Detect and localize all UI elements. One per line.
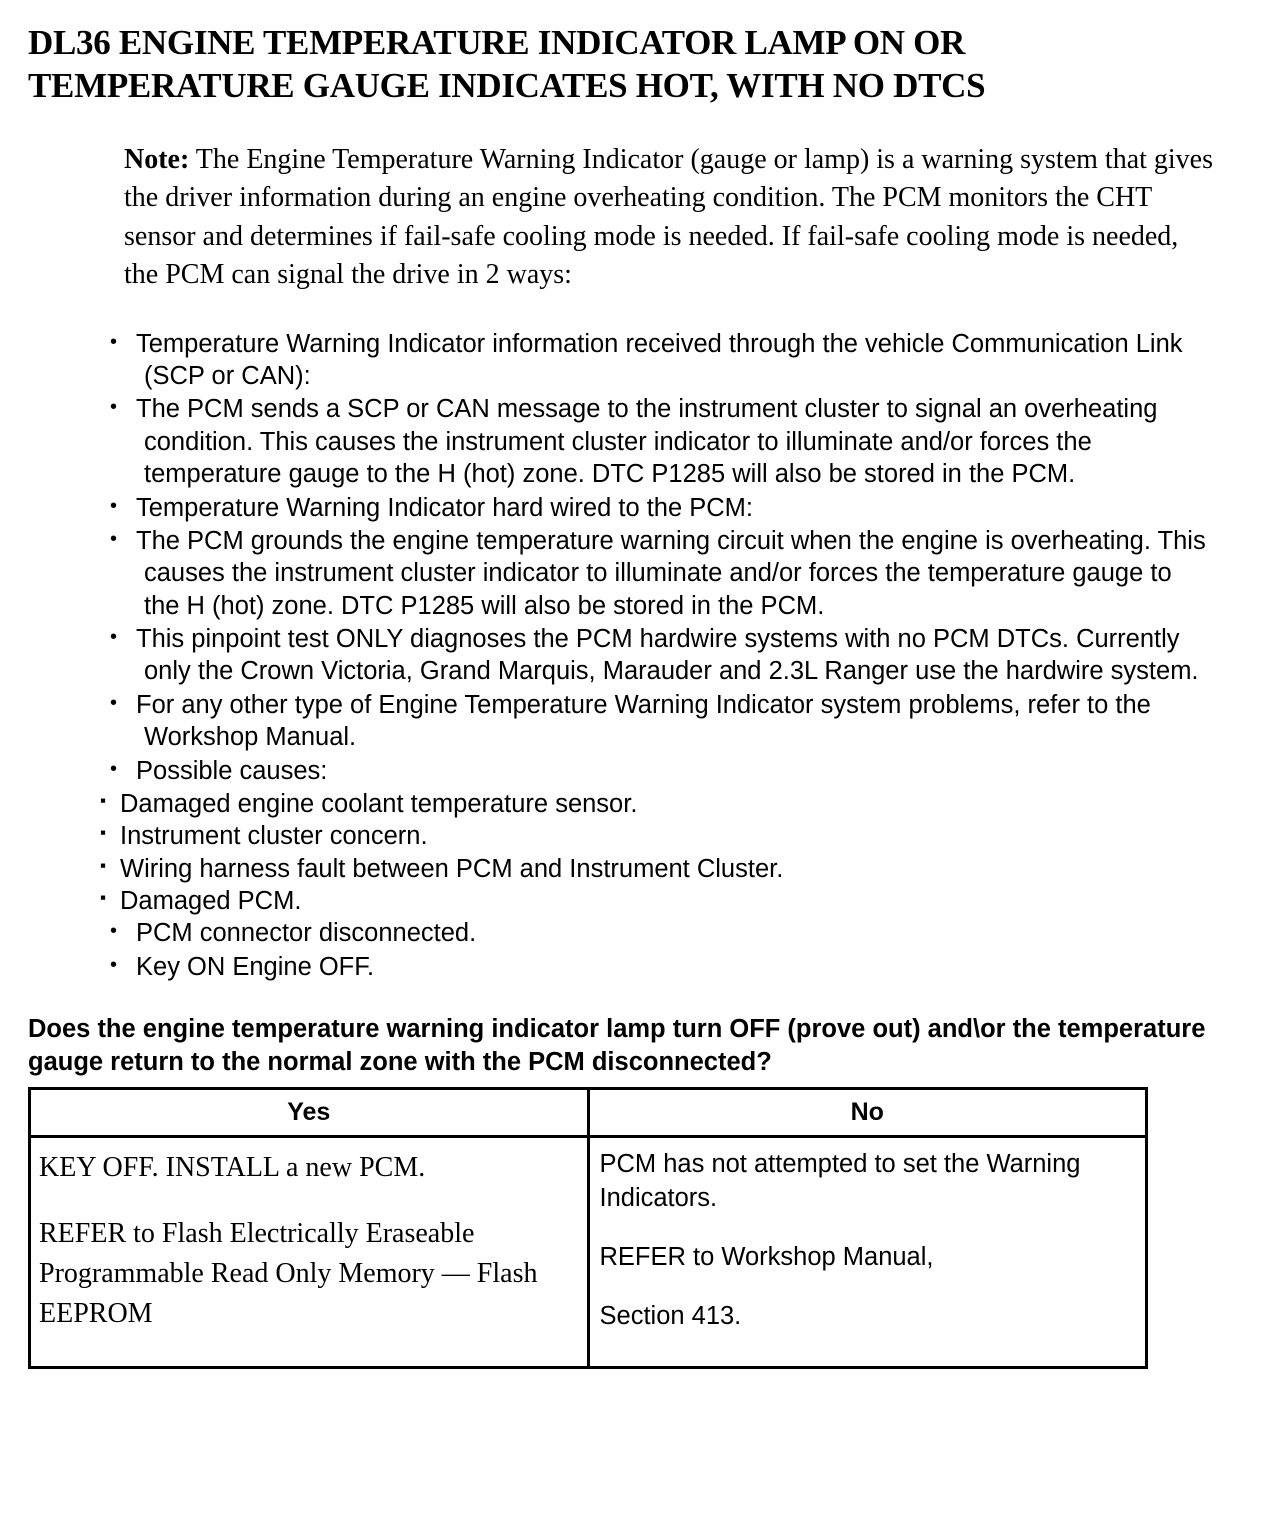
list-item: ▪ Wiring harness fault between PCM and Instrument Cluster. (98, 853, 1264, 885)
bullet-text: • Temperature Warning Indicator hard wired to the PCM: (136, 493, 753, 522)
note-paragraph (124, 141, 1214, 293)
bullet-text: • Temperature Warning Indicator information received through the vehicle Communication Link (SCP or CAN): (136, 329, 1183, 391)
list-item (112, 917, 1212, 949)
table-header-yes: Yes (30, 1089, 589, 1137)
table-cell-no (588, 1137, 1147, 1368)
list-item (112, 951, 1212, 983)
answer-table (28, 1087, 1148, 1369)
list-item: ▪ Damaged PCM. (98, 885, 1264, 917)
list-item (112, 393, 1212, 490)
list-item (112, 689, 1212, 754)
bullet-text: • Key ON Engine OFF. (136, 952, 375, 981)
bullet-text: • The PCM sends a SCP or CAN message to the instrument cluster to signal an overheating condition. This causes the instrument cluster indicator to illuminate and/or forces the temperature gauge to the H (hot) zone. DTC P1285 will also be stored in the PCM. (136, 395, 1158, 489)
table-header-row (30, 1089, 1147, 1137)
no-action-line3: Section 413. (599, 1301, 742, 1330)
list-item: ▪ Damaged engine coolant temperature sensor. (98, 788, 1264, 820)
diagnostic-question: Does the engine temperature warning indicator lamp turn OFF (prove out) and\or the temperature gauge return to the normal zone with the PCM disconnected? (28, 1015, 1206, 1077)
note-label: Note: (124, 144, 190, 176)
bullet-list-possible-causes (0, 788, 1264, 918)
table-cell-yes (30, 1137, 589, 1368)
list-item (112, 328, 1212, 393)
list-item (112, 623, 1212, 688)
yes-action-line2: REFER to Flash Electrically Eraseable Programmable Read Only Memory — Flash EEPROM (39, 1218, 538, 1329)
list-item: ▪ Instrument cluster concern. (98, 820, 1264, 852)
list-item (112, 525, 1212, 622)
list-item (112, 492, 1212, 524)
page-title: DL36 ENGINE TEMPERATURE INDICATOR LAMP ON OR TEMPERATURE GAUGE INDICATES HOT, WITH NO DTCS (28, 23, 986, 105)
no-action-line1: PCM has not attempted to set the Warning Indicators. (599, 1150, 1081, 1212)
table-header-no: No (588, 1089, 1147, 1137)
note-text: The Engine Temperature Warning Indicator (gauge or lamp) is a warning system that gives the driver information during an engine overheating condition. The PCM monitors the CHT sensor and determines if fail-safe cooling mode is needed. If fail-safe cooling mode is needed, the PCM can signal the drive in 2 ways: (124, 144, 1214, 290)
bullet-text: • PCM connector disconnected. (136, 919, 477, 948)
no-action-line2: REFER to Workshop Manual, (599, 1242, 934, 1271)
document-page (0, 22, 1264, 1514)
bullet-list-main (0, 328, 1264, 787)
list-item (112, 755, 1212, 787)
bullet-text: • For any other type of Engine Temperature Warning Indicator system problems, refer to the Workshop Manual. (136, 690, 1151, 752)
bullet-text: • Possible causes: (136, 756, 328, 785)
table-row (30, 1137, 1147, 1368)
bullet-text: • This pinpoint test ONLY diagnoses the PCM hardwire systems with no PCM DTCs. Currently only the Crown Victoria, Grand Marquis, Marauder and 2.3L Ranger use the hardwire system. (136, 625, 1199, 686)
bullet-text: • The PCM grounds the engine temperature warning circuit when the engine is overheating. This causes the instrument cluster indicator to illuminate and/or forces the temperature gauge to the H (hot) zone. DTC P1285 will also be stored in the PCM. (136, 526, 1206, 620)
yes-action-line1: KEY OFF. INSTALL a new PCM. (39, 1152, 426, 1184)
bullet-list-tail (0, 917, 1264, 983)
